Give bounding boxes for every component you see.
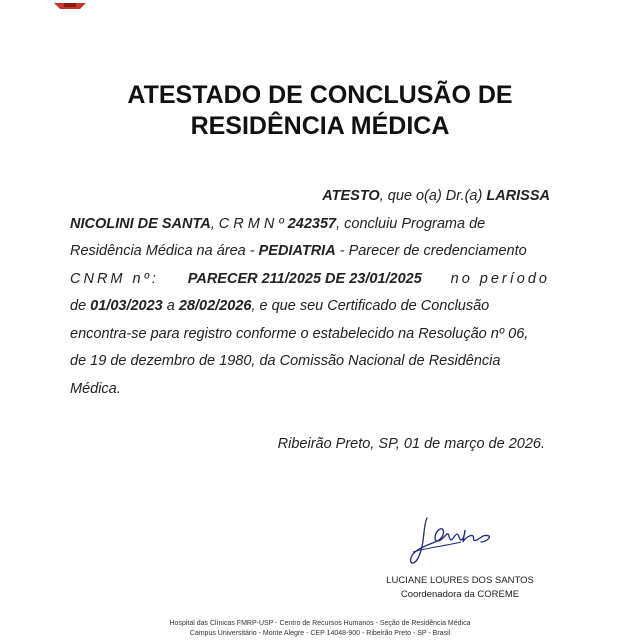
certificate-body [70,183,550,403]
footer-line-1: Hospital das Clínicas FMRP-USP - Centro de Recursos Humanos - Seção de Residência Médica [169,620,471,627]
page-title [0,80,640,142]
body-line-4 [70,266,550,294]
body-line-1 [70,183,550,211]
periodo-label: no período [450,270,550,287]
body-line-3 [70,238,550,266]
body-line-7: de 19 de dezembro de 1980, da Comissão Nacional de Residência [70,353,501,369]
footer-line-2: Campus Universitário - Monte Alegre - CEP 14048-900 - Ribeirão Preto - SP - Brasil [189,630,451,637]
body-text-1a: , que o(a) Dr.(a) [379,188,487,204]
specialty-area: PEDIATRIA [258,243,336,259]
body-line-2 [70,211,550,239]
crm-number: 242357 [287,215,337,232]
body-text-5b: a [162,298,179,314]
crm-label: , C R M N º [210,215,288,232]
resident-last-name: NICOLINI DE SANTA [70,215,211,232]
body-line-5 [70,293,550,321]
body-text-3a: Residência Médica na área - [70,243,259,259]
end-date: 28/02/2026 [178,298,252,314]
atesto-word: ATESTO [322,188,380,204]
parecer-number: PARECER 211/2025 DE 23/01/2025 [187,270,422,287]
handwritten-signature [405,512,495,572]
start-date: 01/03/2023 [90,298,163,314]
institution-logo [50,0,90,10]
body-text-3b: - Parecer de credenciamento [335,243,527,259]
place-date: Ribeirão Preto, SP, 01 de março de 2026. [277,436,545,452]
title-line-2: RESIDÊNCIA MÉDICA [190,112,450,140]
cnrm-label: CNRM nº: [70,270,159,287]
title-line-1: ATESTADO DE CONCLUSÃO DE [127,81,513,109]
signatory-name: LUCIANE LOURES DOS SANTOS [386,575,534,586]
signatory-role: Coordenadora da COREME [400,589,520,600]
body-text-5c: , e que seu Certificado de Conclusão [251,298,490,314]
body-text-5a: de [70,298,91,314]
body-line-6: encontra-se para registro conforme o estabelecido na Resolução nº 06, [70,325,529,342]
body-line-8: Médica. [70,380,121,397]
body-text-2b: , concluiu Programa de [336,215,486,232]
resident-first-name: LARISSA [486,188,550,204]
